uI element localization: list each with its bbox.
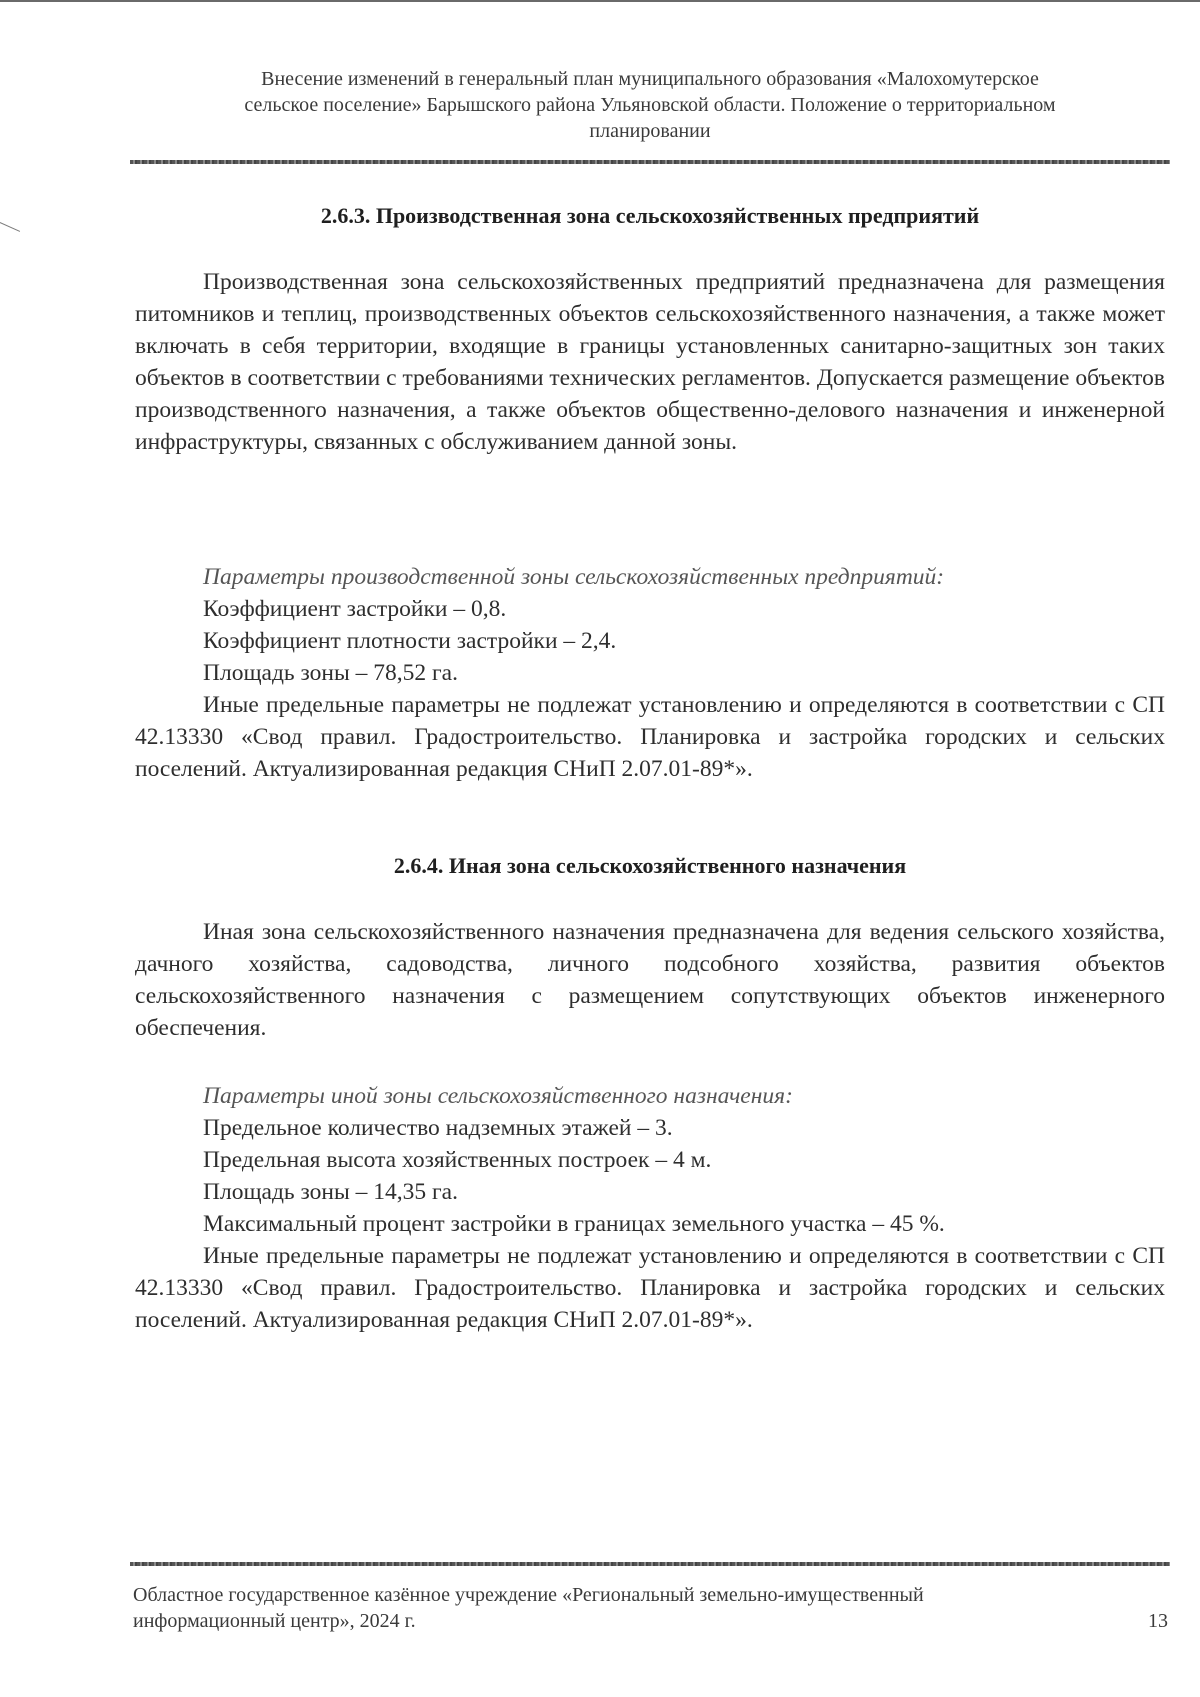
other-params-paragraph: Иные предельные параметры не подлежат установлению и определяются в соответствии с СП 42.13330 «Свод правил. Градостроительство. Планировка и застройка городских и сельских поселений. Актуализированная редакция СНиП 2.07.01-89*». <box>135 692 1165 782</box>
running-header <box>130 66 1170 144</box>
params-caption: Параметры производственной зоны сельскохозяйственных предприятий: <box>203 564 945 590</box>
header-line-2: сельское поселение» Барышского района Ульяновской области. Положение о территориальном <box>244 94 1056 116</box>
footer-line-2: информационный центр», 2024 г. <box>133 1610 416 1632</box>
section-2-6-4-parameters <box>135 1080 1165 1336</box>
section-title-2-6-3: 2.6.3. Производственная зона сельскохозяйственных предприятий <box>320 203 980 228</box>
page-number: 13 <box>1148 1610 1168 1632</box>
param-item: Коэффициент застройки – 0,8. <box>203 596 507 622</box>
param-item: Максимальный процент застройки в границах земельного участка – 45 %. <box>203 1211 945 1237</box>
footer-line-2-row <box>133 1608 1168 1634</box>
section-2-6-3-parameters <box>135 561 1165 785</box>
section-title-2-6-4: 2.6.4. Иная зона сельскохозяйственного назначения <box>393 853 907 878</box>
header-line-3: планировании <box>589 120 711 142</box>
param-item: Площадь зоны – 14,35 га. <box>203 1179 458 1205</box>
scan-edge-line <box>0 0 1200 2</box>
params-caption: Параметры иной зоны сельскохозяйственного назначения: <box>203 1083 793 1109</box>
footer-line-1: Областное государственное казённое учреждение «Региональный земельно-имущественный <box>133 1584 924 1606</box>
param-item: Предельное количество надземных этажей – 3. <box>203 1115 673 1141</box>
param-item: Коэффициент плотности застройки – 2,4. <box>203 628 617 654</box>
footer-divider <box>130 1562 1170 1566</box>
section-2-6-3-paragraph: Производственная зона сельскохозяйственных предприятий предназначена для размещения питомников и теплиц, производственных объектов сельскохозяйственного назначения, а также может включать в себя территории, входящие в границы установленных санитарно-защитных зон таких объектов в соответствии с требованиями технических регламентов. Допускается размещение объектов производственного назначения, а также объектов общественно-делового назначения и инженерной инфраструктуры, связанных с обслуживанием данной зоны. <box>135 269 1165 455</box>
header-line-1: Внесение изменений в генеральный план муниципального образования «Малохомутерское <box>261 68 1039 90</box>
param-item: Площадь зоны – 78,52 га. <box>203 660 458 686</box>
running-footer <box>133 1582 1168 1634</box>
other-params-paragraph: Иные предельные параметры не подлежат установлению и определяются в соответствии с СП 42.13330 «Свод правил. Градостроительство. Планировка и застройка городских и сельских поселений. Актуализированная редакция СНиП 2.07.01-89*». <box>135 1243 1165 1333</box>
param-item: Предельная высота хозяйственных построек – 4 м. <box>203 1147 712 1173</box>
header-divider <box>130 160 1170 164</box>
scan-mark <box>0 222 20 232</box>
section-2-6-4-paragraph: Иная зона сельскохозяйственного назначения предназначена для ведения сельского хозяйства, дачного хозяйства, садоводства, личного подсобного хозяйства, развития объектов сельскохозяйственного назначения с размещением сопутствующих объектов инженерного обеспечения. <box>135 919 1165 1041</box>
